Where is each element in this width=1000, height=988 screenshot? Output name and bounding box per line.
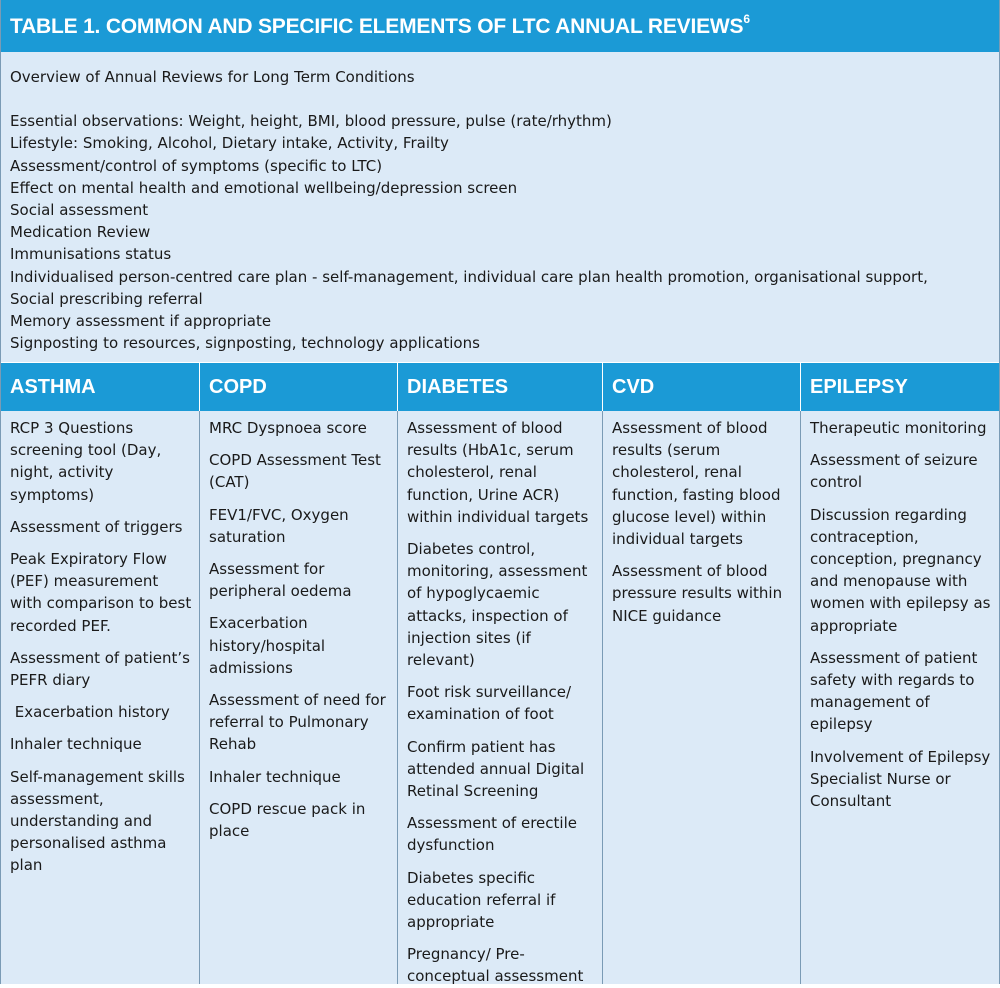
copd-item: Assessment for peripheral oedema — [209, 560, 352, 601]
overview-item: Effect on mental health and emotional wellbeing/depression screen — [10, 178, 518, 197]
asthma-item: Self-management skills assessment, understanding and personalised asthma plan — [10, 767, 185, 875]
asthma-item: RCP 3 Questions screening tool (Day, night, activity symptoms) — [10, 419, 162, 504]
column-diabetes — [398, 411, 603, 984]
header-epilepsy: EPILEPSY — [810, 376, 908, 398]
column-headers — [1, 362, 999, 411]
overview-heading: Overview of Annual Reviews for Long Term Conditions — [10, 68, 415, 86]
overview-item: Social assessment — [10, 201, 149, 220]
asthma-item: Exacerbation history — [10, 703, 170, 722]
overview-item: Medication Review — [10, 223, 151, 242]
diabetes-item: Diabetes control, monitoring, assessment of hypoglycaemic attacks, inspection of injection sites (if relevant) — [407, 540, 588, 670]
cvd-item: Assessment of blood results (serum cholesterol, renal function, fasting blood glucose level) within individual targets — [612, 419, 781, 549]
diabetes-item: Assessment of blood results (HbA1c, serum cholesterol, renal function, Urine ACR) within individual targets — [407, 419, 589, 526]
column-epilepsy — [801, 411, 999, 984]
copd-item: FEV1/FVC, Oxygen saturation — [209, 505, 349, 546]
asthma-item: Assessment of patient’s PEFR diary — [10, 648, 190, 690]
copd-item: Inhaler technique — [209, 767, 341, 786]
diabetes-item: Diabetes specific education referral if appropriate — [407, 868, 556, 932]
epilepsy-item: Therapeutic monitoring — [810, 419, 987, 437]
overview-item: Signposting to resources, signposting, technology applications — [10, 334, 480, 353]
overview-item: Lifestyle: Smoking, Alcohol, Dietary intake, Activity, Frailty — [10, 134, 449, 153]
overview-item: Social prescribing referral — [10, 289, 203, 308]
copd-item: Assessment of need for referral to Pulmonary Rehab — [209, 691, 386, 754]
asthma-item: Inhaler technique — [10, 735, 142, 754]
asthma-item: Assessment of triggers — [10, 517, 183, 536]
overview-section — [1, 52, 999, 362]
title-footnote: 6 — [743, 12, 750, 26]
diabetes-item: Confirm patient has attended annual Digital Retinal Screening — [407, 737, 585, 801]
diabetes-item: Foot risk surveillance/ examination of foot — [407, 683, 572, 724]
header-copd: COPD — [200, 363, 398, 411]
copd-item: COPD rescue pack in place — [209, 799, 366, 841]
diabetes-item: Pregnancy/ Pre-conceptual assessment — [407, 945, 584, 986]
header-cvd: CVD — [603, 363, 801, 411]
header-asthma: ASTHMA — [1, 363, 200, 411]
table-title-text: TABLE 1. COMMON AND SPECIFIC ELEMENTS OF LTC ANNUAL REVIEWS — [10, 15, 744, 38]
overview-item: Essential observations: Weight, height, BMI, blood pressure, pulse (rate/rhythm) — [10, 112, 612, 131]
overview-item: Memory assessment if appropriate — [10, 312, 272, 331]
cvd-item: Assessment of blood pressure results within NICE guidance — [612, 562, 783, 625]
column-copd — [200, 411, 398, 984]
diabetes-item: Assessment of erectile dysfunction — [407, 814, 577, 855]
epilepsy-item: Assessment of seizure control — [810, 451, 978, 492]
table-title — [1, 0, 999, 52]
asthma-item: Peak Expiratory Flow (PEF) measurement with comparison to best recorded PEF. — [10, 550, 192, 635]
column-asthma — [1, 411, 200, 984]
copd-item: MRC Dyspnoea score — [209, 419, 367, 437]
epilepsy-item: Assessment of patient safety with regards to management of epilepsy — [810, 648, 978, 734]
epilepsy-item: Discussion regarding contraception, conception, pregnancy and menopause with women with epilepsy as appropriate — [810, 505, 991, 635]
overview-item: Individualised person-centred care plan - self-management, individual care plan health promotion, organisational support, — [10, 267, 928, 286]
column-cvd — [603, 411, 801, 984]
header-diabetes: DIABETES — [398, 363, 603, 411]
copd-item: Exacerbation history/hospital admissions — [209, 614, 326, 677]
overview-item: Assessment/control of symptoms (specific to LTC) — [10, 156, 383, 175]
epilepsy-item: Involvement of Epilepsy Specialist Nurse or Consultant — [810, 747, 991, 811]
copd-item: COPD Assessment Test (CAT) — [209, 451, 381, 492]
overview-item: Immunisations status — [10, 245, 172, 264]
column-bodies — [1, 411, 999, 984]
